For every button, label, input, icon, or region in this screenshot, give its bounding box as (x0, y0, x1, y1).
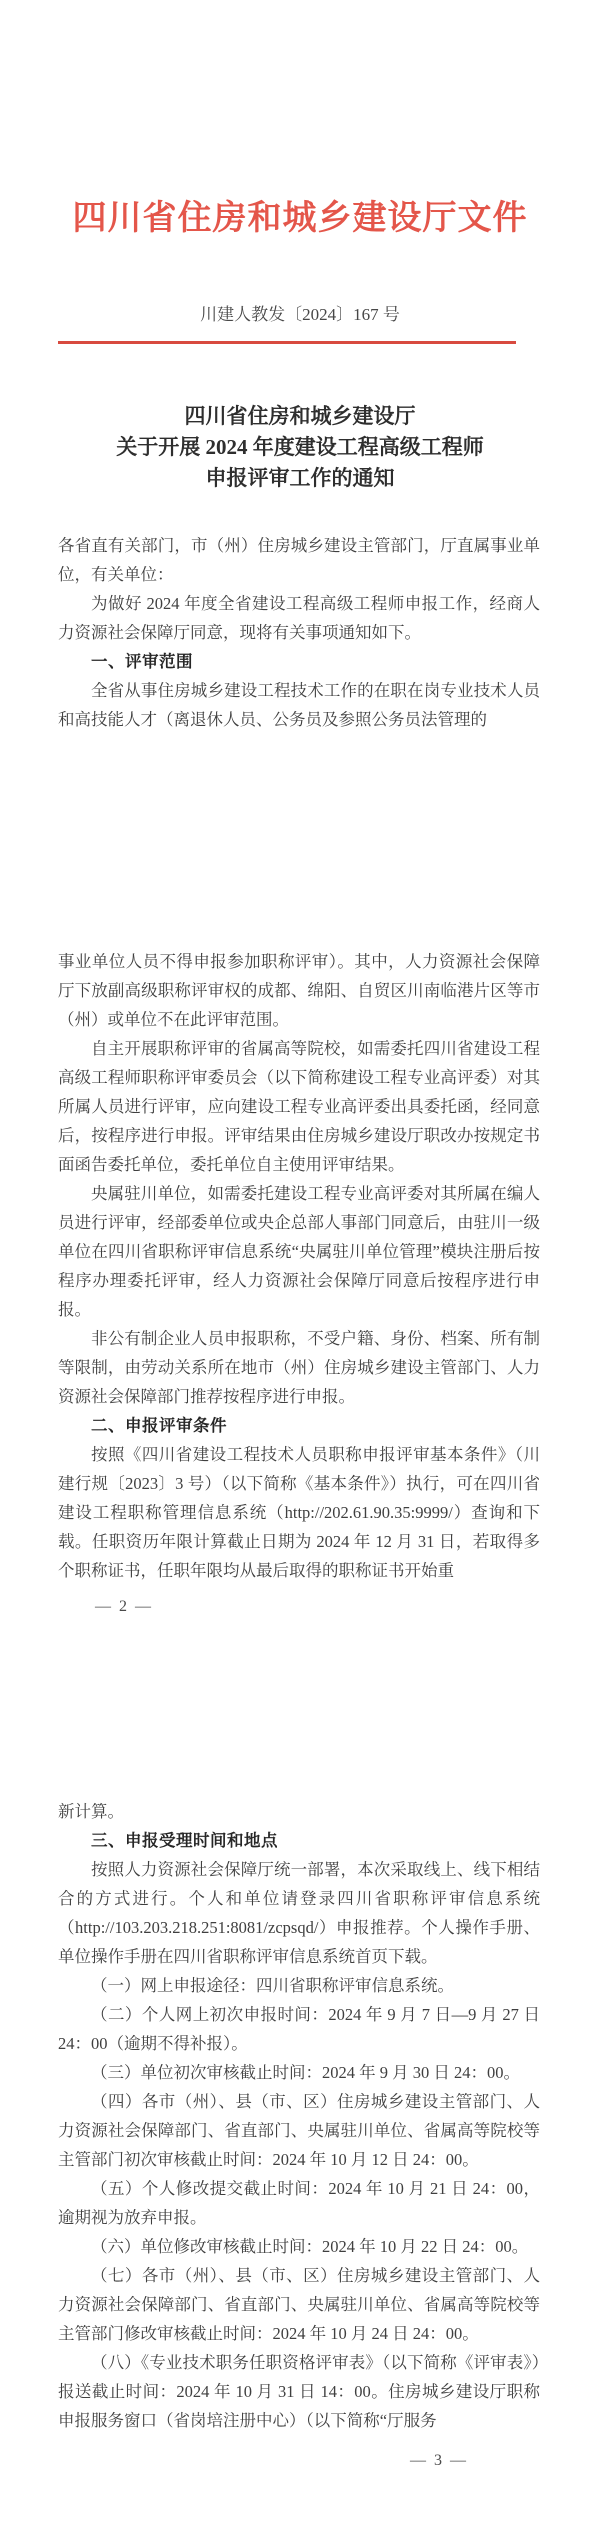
page1-body (58, 531, 540, 734)
salutation: 各省直有关部门，市（州）住房城乡建设主管部门，厅直属事业单位，有关单位： (58, 536, 540, 584)
paragraph-scope: 全省从事住房城乡建设工程技术工作的在职在岗专业技术人员和高技能人才（离退休人员、公务员及参照公务员法管理的 (58, 681, 540, 729)
section-heading-1: 一、评审范围 (91, 652, 193, 671)
list-item-8: （八）《专业技术职务任职资格评审表》（以下简称《评审表》）报送截止时间：2024 年 10 月 31 日 14：00。住房城乡建设厅职称申报服务窗口（省岗培注册中心）（以下简称“厅服务 (58, 2353, 540, 2430)
notice-title-line3: 申报评审工作的通知 (205, 466, 395, 490)
page2-body (58, 947, 540, 1585)
page-number-2: — 2 — (95, 1598, 153, 1615)
list-item-5: （五）个人修改提交截止时间：2024 年 10 月 21 日 24：00，逾期视为放弃申报。 (58, 2179, 540, 2227)
section-heading-3: 三、申报受理时间和地点 (91, 1831, 278, 1850)
letterhead-divider (58, 341, 516, 344)
page3-body (58, 1797, 540, 2435)
paragraph-conditions: 按照《四川省建设工程技术人员职称申报评审基本条件》（川建行规〔2023〕3 号）（以下简称《基本条件》）执行，可在四川省建设工程职称管理信息系统（http://202.61.90.35:9999/）查询和下载。任职资历年限计算截止日期为 2024 年 12 月 31 日，若取得多个职称证书，任职年限均从最后取得的职称证书开始重 (58, 1445, 540, 1580)
list-item-7: （七）各市（州）、县（市、区）住房城乡建设主管部门、人力资源社会保障部门、省直部门、央属驻川单位、省属高等院校等主管部门修改审核截止时间：2024 年 10 月 24 日 24：00。 (58, 2266, 540, 2343)
notice-title-line2: 关于开展 2024 年度建设工程高级工程师 (116, 435, 484, 459)
list-item-6: （六）单位修改审核截止时间：2024 年 10 月 22 日 24：00。 (91, 2237, 529, 2256)
notice-title-line1: 四川省住房和城乡建设厅 (184, 404, 416, 428)
paragraph-scope-continued: 事业单位人员不得申报参加职称评审）。其中，人力资源社会保障厅下放副高级职称评审权的成都、绵阳、自贸区川南临港片区等市（州）或单位不在此评审范围。 (58, 952, 540, 1029)
paragraph-intro: 为做好 2024 年度全省建设工程高级工程师申报工作，经商人力资源社会保障厅同意，现将有关事项通知如下。 (58, 594, 540, 642)
document-number: 川建人教发〔2024〕167 号 (200, 305, 400, 324)
agency-letterhead: 四川省住房和城乡建设厅文件 (72, 200, 528, 237)
list-item-1: （一）网上申报途径：四川省职称评审信息系统。 (91, 1976, 454, 1995)
list-item-2: （二）个人网上初次申报时间：2024 年 9 月 7 日—9 月 27 日 24：00（逾期不得补报）。 (58, 2005, 540, 2053)
notice-title (0, 401, 600, 494)
paragraph-conditions-continued: 新计算。 (58, 1802, 124, 1821)
paragraph-overview: 按照人力资源社会保障厅统一部署，本次采取线上、线下相结合的方式进行。个人和单位请登录四川省职称评审信息系统（http://103.203.218.251:8081/zcpsqd/）申报推荐。个人操作手册、单位操作手册在四川省职称评审信息系统首页下载。 (58, 1860, 540, 1966)
paragraph-university-entrust: 自主开展职称评审的省属高等院校，如需委托四川省建设工程高级工程师职称评审委员会（以下简称建设工程专业高评委）对其所属人员进行评审，应向建设工程专业高评委出具委托函，经同意后，按程序进行申报。评审结果由住房城乡建设厅职改办按规定书面函告委托单位，委托单位自主使用评审结果。 (58, 1039, 540, 1174)
list-item-3: （三）单位初次审核截止时间：2024 年 9 月 30 日 24：00。 (91, 2063, 520, 2082)
list-item-4: （四）各市（州）、县（市、区）住房城乡建设主管部门、人力资源社会保障部门、省直部门、央属驻川单位、省属高等院校等主管部门初次审核截止时间：2024 年 10 月 12 日 24：00。 (58, 2092, 540, 2169)
paragraph-central-units: 央属驻川单位，如需委托建设工程专业高评委对其所属在编人员进行评审，经部委单位或央企总部人事部门同意后，由驻川一级单位在四川省职称评审信息系统“央属驻川单位管理”模块注册后按程序办理委托评审，经人力资源社会保障厅同意后按程序进行申报。 (58, 1184, 540, 1319)
section-heading-2: 二、申报评审条件 (91, 1416, 227, 1435)
paragraph-private-enterprise: 非公有制企业人员申报职称，不受户籍、身份、档案、所有制等限制，由劳动关系所在地市（州）住房城乡建设主管部门、人力资源社会保障部门推荐按程序进行申报。 (58, 1329, 540, 1406)
page-number-3: — 3 — (410, 2452, 468, 2469)
